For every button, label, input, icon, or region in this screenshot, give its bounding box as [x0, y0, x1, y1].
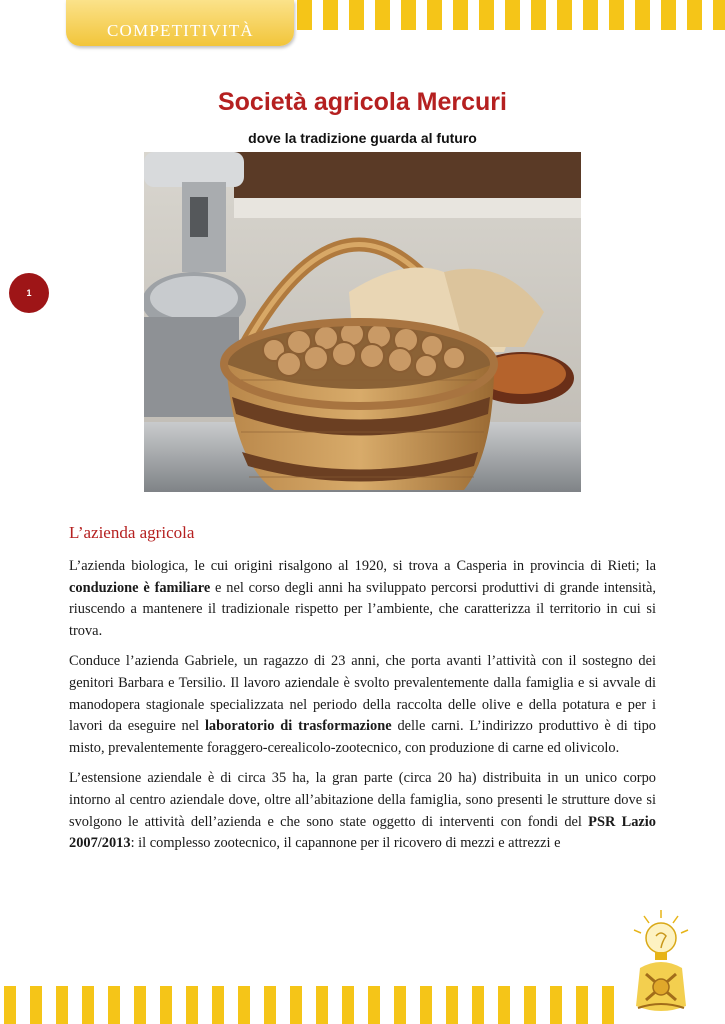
bottom-stripe-band	[0, 986, 725, 1024]
paragraph-1: L’azienda biologica, le cui origini risalgono al 1920, si trova a Casperia in provincia di Rieti; la conduzione è familiare e nel corso degli anni ha sviluppato percorsi produttivi di grande intensità, riuscendo a mantenere il tradizionale rispetto per l’ambiente, che caratterizza il territorio in cui si trova.	[69, 558, 656, 639]
body-text	[69, 556, 656, 864]
basket-photo	[144, 152, 581, 492]
section-heading: L’azienda agricola	[69, 523, 195, 542]
page-subtitle: dove la tradizione guarda al futuro	[248, 130, 477, 146]
section-label: COMPETITIVITÀ	[107, 21, 254, 40]
paragraph-2: Conduce l’azienda Gabriele, un ragazzo di 23 anni, che porta avanti l’attività con il sostegno dei genitori Barbara e Tersilio. Il lavoro aziendale è svolto prevalentemente dalla famiglia e si avvale di manodopera stagionale specializzata nel periodo della raccolta delle olive e della potatura e per i lavori da eseguire nel laboratorio di trasformazione delle carni. L’indirizzo produttivo è di tipo misto, prevalentemente foraggero-cerealicolo-zootecnico, con produzione di carne ed olivicolo.	[69, 653, 656, 756]
page-number-badge: 1	[9, 273, 49, 313]
paragraph-3: L’estensione aziendale è di circa 35 ha, la gran parte (circa 20 ha) distribuita in un unico corpo intorno al centro aziendale dove, oltre all’abitazione della famiglia, sono presenti le strutture dove si svolgono le attività dell’azienda e che sono state oggetto di interventi con fondi del PSR Lazio 2007/2013: il complesso zootecnico, il capannone per il ricovero di mezzi e attrezzi e	[69, 770, 656, 852]
lightbulb-logo-icon	[626, 908, 696, 1016]
page-title: Società agricola Mercuri	[217, 88, 507, 116]
